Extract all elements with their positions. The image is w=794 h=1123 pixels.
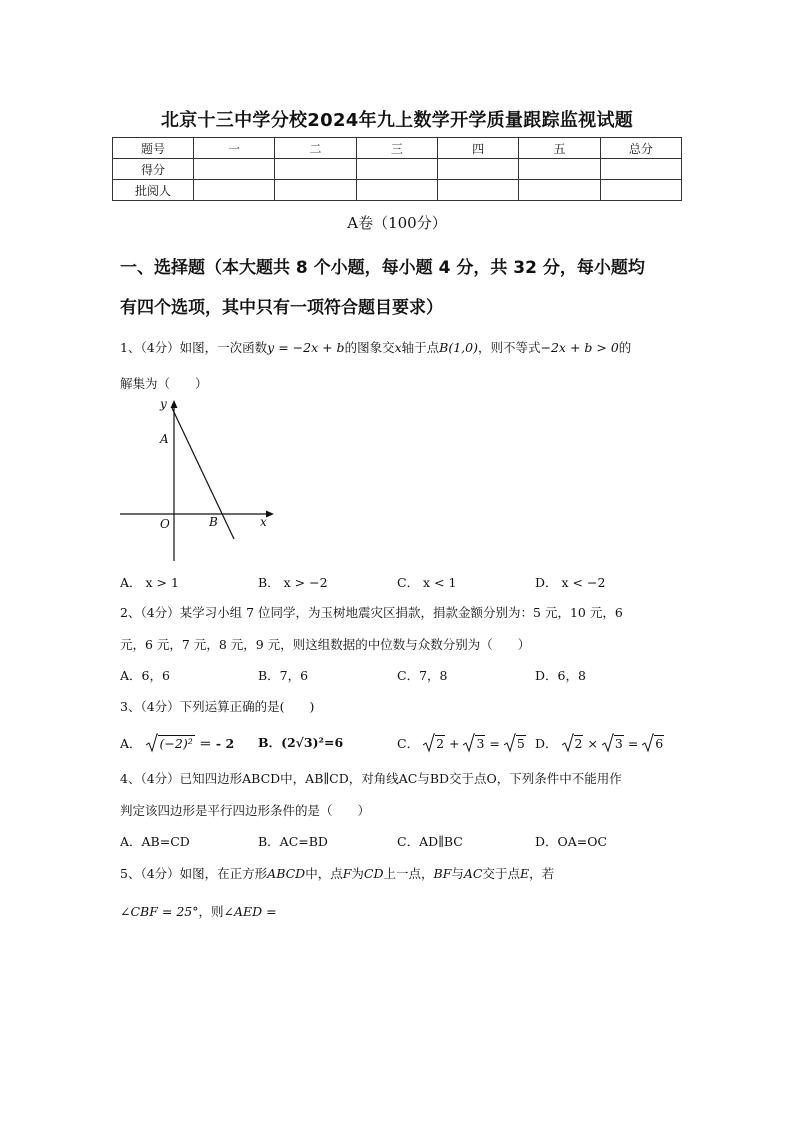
q3-option-b[interactable]: B．(2√3)²=6 [258, 735, 344, 750]
table-row [113, 159, 682, 180]
operator: × [583, 736, 602, 751]
q5-stem-line2 [120, 902, 690, 922]
radicand: (−2)² [159, 736, 193, 751]
table-cell: 二 [275, 138, 356, 159]
operator: = [623, 736, 643, 751]
q1-text: 轴于点 [401, 340, 440, 355]
q5-square: ABCD [267, 866, 306, 881]
score-cell[interactable] [194, 159, 275, 180]
q5-segment-ac: AC [463, 866, 483, 881]
radical-sign-icon [562, 733, 574, 753]
score-cell[interactable] [275, 159, 356, 180]
part1-heading-line1: 一、选择题（本大题共 8 个小题，每小题 4 分，共 32 分，每小题均 [120, 258, 645, 278]
radical-sign-icon [642, 733, 654, 753]
option-letter: C． [397, 736, 420, 751]
q5-segment-cd: CD [363, 866, 384, 881]
q1-option-d[interactable]: D． x < −2 [535, 575, 606, 590]
q2-stem-line1: 2、（4分）某学习小组 7 位同学，为玉树地震灾区捐款，捐款金额分别为：5 元，10 元，6 [120, 605, 623, 620]
score-cell[interactable] [437, 159, 518, 180]
q3-stem: 3、（4分）下列运算正确的是( ) [120, 699, 315, 714]
y-axis-arrow [171, 400, 178, 408]
q1-stem-line2: 解集为（ ） [120, 376, 208, 391]
operator: = [485, 736, 504, 751]
q1-stem-line1 [120, 338, 690, 358]
table-cell: 一 [194, 138, 275, 159]
radicand: 2 [436, 736, 445, 751]
q1-option-b[interactable]: B． x > −2 [258, 575, 328, 590]
q5-point-e: E [520, 866, 530, 881]
q5-stem-line1 [120, 864, 690, 884]
grader-cell[interactable] [437, 180, 518, 201]
q1-text: 的图象交 [344, 340, 395, 355]
radicand: 3 [476, 736, 485, 751]
q4-option-c[interactable]: C．AD∥BC [397, 834, 463, 849]
q1-option-c[interactable]: C． x < 1 [397, 575, 457, 590]
q5-text: ，若 [529, 866, 555, 881]
table-cell: 题号 [113, 138, 194, 159]
score-table [112, 137, 682, 201]
q1-function: y = −2x + b [267, 340, 345, 355]
radical-sign-icon [146, 733, 158, 753]
score-cell[interactable] [519, 159, 600, 180]
q4-stem-line2: 判定该四边形是平行四边形条件的是（ ） [120, 803, 371, 818]
q3-option-d[interactable] [535, 733, 664, 754]
table-cell: 五 [519, 138, 600, 159]
q4-option-b[interactable]: B．AC=BD [258, 834, 328, 849]
q1-axis: x [394, 340, 402, 355]
radicand: 6 [655, 736, 664, 751]
q4-stem-line1: 4、（4分）已知四边形ABCD中，AB∥CD，对角线AC与BD交于点O，下列条件中不能用作 [120, 771, 622, 786]
table-cell: 四 [437, 138, 518, 159]
radical-sign-icon [504, 733, 516, 753]
radical-sign-icon [423, 733, 435, 753]
q4-option-a[interactable]: A．AB=CD [120, 834, 190, 849]
table-cell: 批阅人 [113, 180, 194, 201]
y-axis-label: y [160, 397, 167, 411]
q2-option-d[interactable]: D．6，8 [535, 668, 586, 683]
q1-text: ，则不等式 [477, 340, 541, 355]
radicand: 2 [574, 736, 583, 751]
x-axis-label: x [260, 515, 267, 529]
table-cell: 总分 [600, 138, 681, 159]
x-axis-arrow [266, 511, 274, 518]
q3-option-a[interactable] [120, 733, 234, 754]
q5-text: 5、（4分）如图，在正方形 [120, 866, 268, 881]
grader-cell[interactable] [356, 180, 437, 201]
radicand: 3 [614, 736, 623, 751]
score-cell[interactable] [600, 159, 681, 180]
score-cell[interactable] [356, 159, 437, 180]
table-header-row [113, 138, 682, 159]
q1-inequality: −2x + b > 0 [540, 340, 619, 355]
q5-text: 上一点， [383, 866, 434, 881]
q5-text: 中，点 [305, 866, 343, 881]
table-row [113, 180, 682, 201]
q1-graph [118, 396, 278, 566]
grader-cell[interactable] [275, 180, 356, 201]
q5-given-angle: ∠CBF = 25° [120, 904, 199, 919]
operator: + [445, 736, 464, 751]
q4-option-d[interactable]: D．OA=OC [535, 834, 608, 849]
option-letter: D． [535, 736, 558, 751]
q5-text: 与 [451, 866, 464, 881]
q3-a-result: ＝ - 2 [194, 736, 235, 751]
grader-cell[interactable] [600, 180, 681, 201]
q5-point-f: F [342, 866, 352, 881]
q2-option-b[interactable]: B．7，6 [258, 668, 309, 683]
q2-stem-line2: 元，6 元，7 元，8 元，9 元，则这组数据的中位数与众数分别为（ ） [120, 637, 531, 652]
q5-text: 交于点 [482, 866, 521, 881]
radical-sign-icon [602, 733, 614, 753]
table-cell: 得分 [113, 159, 194, 180]
radical-sign-icon [463, 733, 475, 753]
q5-segment-bf: BF [433, 866, 452, 881]
option-letter: A． [120, 736, 142, 751]
q1-prefix: 1、（4分）如图，一次函数 [120, 340, 268, 355]
q2-option-a[interactable]: A．6，6 [120, 668, 170, 683]
q3-option-c[interactable] [397, 733, 526, 754]
q5-text: 为 [351, 866, 364, 881]
q5-asked-angle: ∠AED = [223, 904, 277, 919]
radicand: 5 [516, 736, 525, 751]
q1-text: 的 [618, 340, 632, 355]
part1-heading-line2: 有四个选项，其中只有一项符合题目要求） [120, 298, 443, 318]
point-b-label: B [209, 515, 218, 529]
function-line [172, 408, 234, 539]
q1-point: B(1,0) [439, 340, 478, 355]
section-a-heading: A卷（100分） [347, 214, 447, 232]
q2-option-c[interactable]: C．7，8 [397, 668, 448, 683]
grader-cell[interactable] [194, 180, 275, 201]
table-cell: 三 [356, 138, 437, 159]
grader-cell[interactable] [519, 180, 600, 201]
point-a-label: A [160, 432, 169, 446]
q5-text: ，则 [198, 904, 224, 919]
origin-label: O [160, 517, 170, 531]
q1-option-a[interactable]: A． x > 1 [120, 575, 179, 590]
page-title: 北京十三中学分校2024年九上数学开学质量跟踪监视试题 [160, 110, 634, 131]
